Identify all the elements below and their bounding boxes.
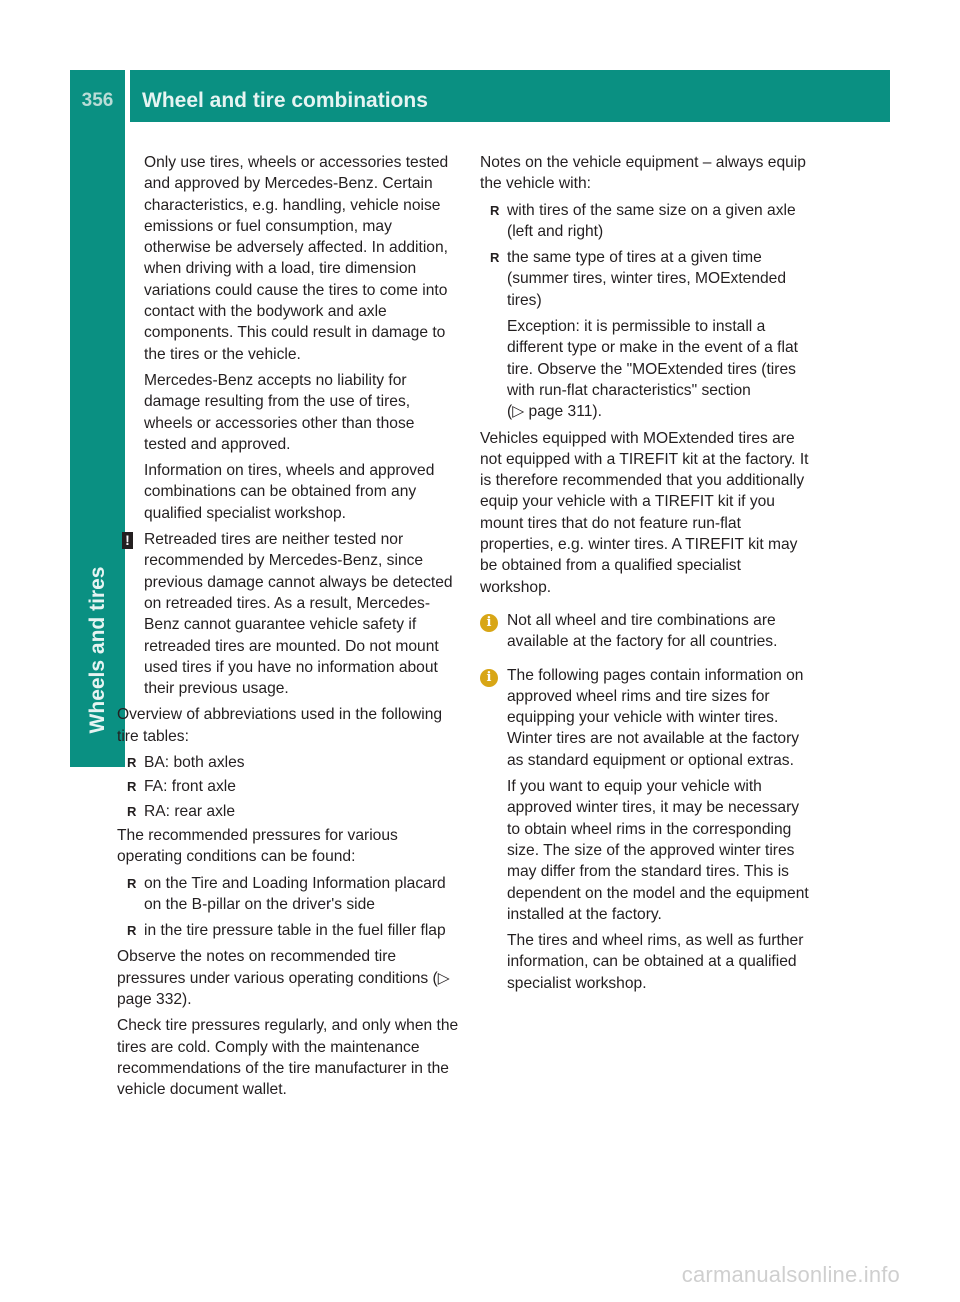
warning-text: Retreaded tires are neither tested nor recommended by Mercedes-Benz, since previous damage cannot always be detected on retreaded tires. As a result, Mercedes-Benz cannot guarantee vehicle safety if retreaded tires are mounted. Do not mount used tires if you have no information about their previous usage.	[144, 531, 453, 698]
sidebar-label: Wheels and tires	[86, 566, 109, 734]
watermark: carmanualsonline.info	[681, 1262, 900, 1287]
info-icon: i	[480, 669, 498, 687]
info-text: Not all wheel and tire combinations are available at the factory for all countries.	[507, 611, 778, 651]
page-reference-link[interactable]: (▷ page 332).	[117, 969, 450, 1008]
page-reference-link[interactable]: (▷ page 311).	[507, 403, 602, 421]
list-item: R on the Tire and Loading Information placard on the B-pillar on the driver's side	[117, 873, 461, 916]
paragraph-abbreviations-intro: Overview of abbreviations used in the following tire tables:	[117, 706, 443, 745]
info-note	[480, 610, 813, 653]
paragraph-observe	[117, 946, 461, 1010]
paragraph-accessories: Only use tires, wheels or accessories tested and approved by Mercedes-Benz. Certain characteristics, e.g. handling, vehicle noise emissions or fuel consumption, may otherwise be adversely affected. In addition, when driving with a load, tire dimension variations could cause the tires to come into contact with the bodywork and axle components. This could result in damage to the tires or the vehicle.	[144, 154, 449, 363]
list-item: R in the tire pressure table in the fuel filler flap	[117, 920, 461, 941]
warning-note	[117, 529, 461, 699]
info-note	[480, 665, 813, 771]
page-number: 356	[81, 90, 114, 111]
paragraph-information: Information on tires, wheels and approved combinations can be obtained from any qualified specialist workshop.	[144, 462, 435, 522]
paragraph-liability: Mercedes-Benz accepts no liability for damage resulting from the use of tires, wheels or accessories other than those tested and approved.	[144, 371, 415, 453]
list-item: R the same type of tires at a given time (summer tires, winter tires, MOExtended tires)	[480, 247, 813, 311]
right-column	[480, 152, 813, 999]
paragraph-exception	[480, 316, 813, 422]
header-divider	[125, 70, 130, 122]
paragraph-vehicles: Vehicles equipped with MOExtended tires are not equipped with a TIREFIT kit at the factory. It is therefore recommended that you additionally equip your vehicle with a TIREFIT kit if you mount tires that do not feature run-flat properties, e.g. winter tires. A TIREFIT kit may be obtained from a qualified specialist workshop.	[480, 429, 809, 596]
warning-icon: !	[122, 532, 133, 549]
paragraph-winter-rims: If you want to equip your vehicle with approved winter tires, it may be necessary to obtain wheel rims in the corresponding size. The size of the approved winter tires may differ from the standard tires. This is dependent on the model and the equipment installed at the factory.	[507, 778, 809, 923]
left-column	[117, 152, 461, 1105]
paragraph-pressures-intro: The recommended pressures for various operating conditions can be found:	[117, 826, 398, 866]
list-item: R RA: rear axle	[117, 801, 461, 822]
paragraph-notes-intro: Notes on the vehicle equipment – always equip the vehicle with:	[480, 154, 806, 193]
info-icon: i	[480, 614, 498, 632]
paragraph-workshop: The tires and wheel rims, as well as further information, can be obtained at a qualified specialist workshop.	[507, 932, 804, 992]
list-item: R with tires of the same size on a given axle (left and right)	[480, 200, 813, 243]
info-text: The following pages contain information on approved wheel rims and tire sizes for equipping your vehicle with winter tires. Winter tires are not available at the factory as standard equipment or optional extras.	[507, 666, 804, 769]
exception-text: Exception: it is permissible to install a different type or make in the event of a flat tire. Observe the "MOExtended tires (tires with run-flat characteristics" section	[507, 318, 798, 399]
list-item: R BA: both axles	[117, 752, 461, 773]
paragraph-check-pressures: Check tire pressures regularly, and only when the tires are cold. Comply with the maintenance recommendations of the tire manufacturer in the vehicle document wallet.	[117, 1017, 459, 1099]
section-title: Wheel and tire combinations	[142, 89, 428, 112]
list-item: R FA: front axle	[117, 776, 461, 797]
observe-text: Observe the notes on recommended tire pressures under various operating conditions	[117, 948, 429, 987]
